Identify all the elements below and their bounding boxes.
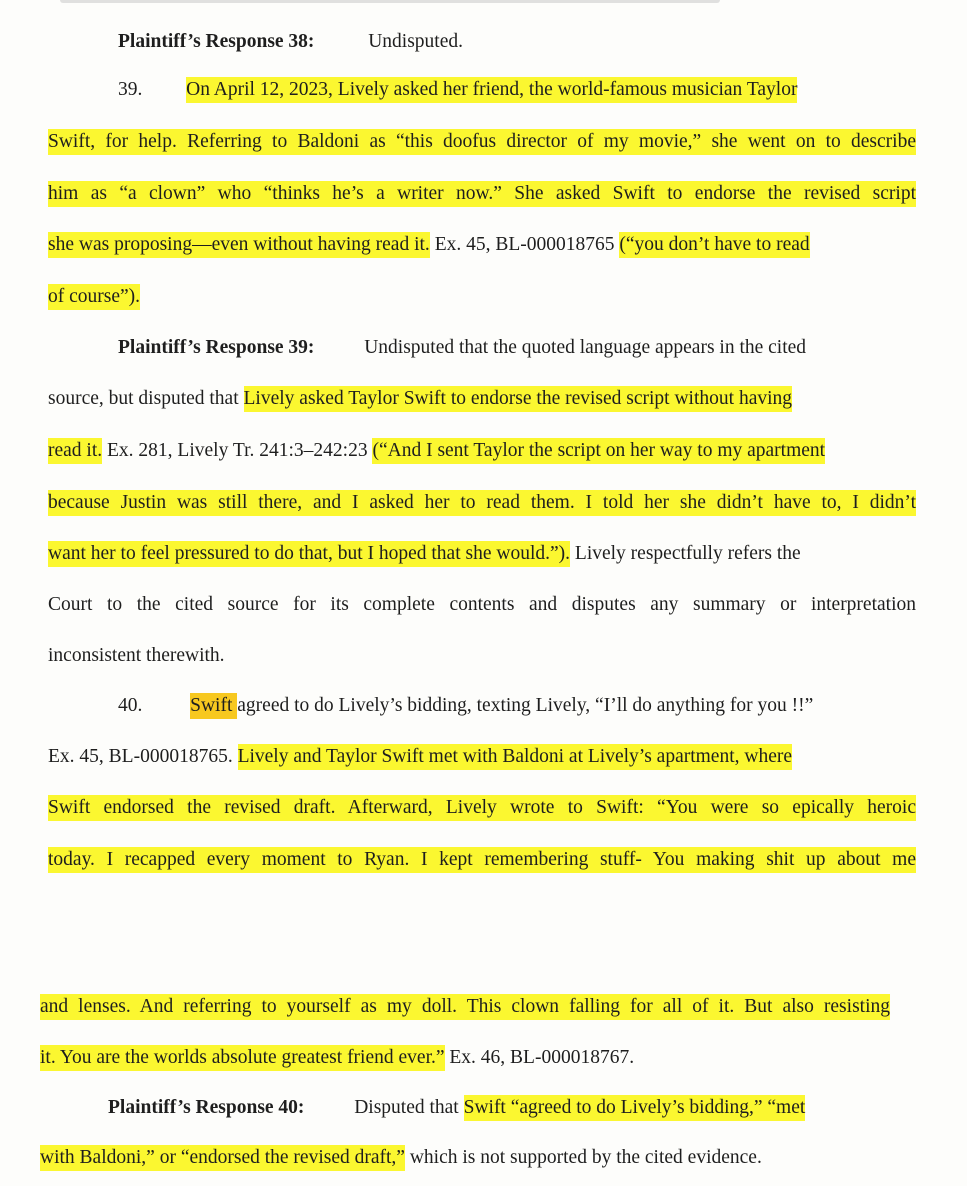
response-39-l2b: Lively asked Taylor Swift to endorse the revised script without having: [244, 386, 793, 412]
para-40-line-1: [118, 693, 916, 719]
response-39-l3c: (“And I sent Taylor the script on her way to my apartment: [372, 438, 825, 464]
para-40-l5: and lenses. And referring to yourself as my doll. This clown falling for all of it. But also resisting: [40, 994, 890, 1020]
para-40-l6a: it. You are the worlds absolute greatest friend ever.”: [40, 1045, 445, 1071]
para-39-l3: him as “a clown” who “thinks he’s a writer now.” She asked Swift to endorse the revised script: [48, 181, 916, 207]
para-40-line-3: [48, 795, 916, 821]
para-39-number: 39.: [118, 79, 143, 100]
para-40-line-2: [48, 744, 916, 770]
response-40-l1b: Swift “agreed to do Lively’s bidding,” “met: [464, 1095, 806, 1121]
response-39-line-6: [48, 592, 916, 618]
cropped-previous-line: [60, 0, 720, 3]
para-39-line-1: [118, 77, 916, 103]
para-40-l4: today. I recapped every moment to Ryan. I kept remembering stuff- You making shit up about me: [48, 847, 916, 873]
para-39-line-4: [48, 232, 916, 258]
response-40-l1a: Disputed that: [354, 1097, 464, 1118]
para-40-line-5: [40, 994, 890, 1020]
response-39-line-4: [48, 490, 916, 516]
response-39-l3a: read it.: [48, 438, 102, 464]
para-39-l4b: Ex. 45, BL-000018765: [429, 234, 620, 255]
para-39-line-2: [48, 129, 916, 155]
para-40-l2b: Lively and Taylor Swift met with Baldoni at Lively’s apartment, where: [238, 744, 792, 770]
response-38: [118, 29, 918, 55]
response-39-l3b: Ex. 281, Lively Tr. 241:3–242:23: [102, 440, 373, 461]
response-39-line-3: [48, 438, 916, 464]
para-40-l6b: Ex. 46, BL-000018767.: [444, 1047, 635, 1068]
response-38-label: Plaintiff’s Response 38:: [118, 31, 315, 52]
response-39-l6: Court to the cited source for its complete contents and disputes any summary or interpretation: [48, 594, 916, 615]
response-39-line-5: [48, 541, 916, 567]
para-40-l1a: Swift: [190, 693, 237, 719]
para-39-line-3: [48, 181, 916, 207]
response-40-l2b: which is not supported by the cited evidence.: [404, 1147, 762, 1168]
response-39-line-7: [48, 643, 916, 669]
para-39-l4a: she was proposing—even without having read it.: [48, 232, 430, 258]
para-40-line-6: [40, 1045, 890, 1071]
response-39-l7: inconsistent therewith.: [48, 645, 225, 666]
response-40-l2a: with Baldoni,” or “endorsed the revised draft,”: [40, 1145, 405, 1171]
response-39-l5a: want her to feel pressured to do that, but I hoped that she would.”).: [48, 541, 570, 567]
para-39-line-5: [48, 284, 916, 310]
response-40-line-2: [40, 1145, 890, 1171]
para-39-l4c: (“you don’t have to read: [619, 232, 809, 258]
para-40-number: 40.: [118, 695, 143, 716]
para-39-l2: Swift, for help. Referring to Baldoni as “this doofus director of my movie,” she went on to describe: [48, 129, 916, 155]
response-39-line-2: [48, 386, 916, 412]
response-40-label: Plaintiff’s Response 40:: [108, 1097, 305, 1118]
para-40-l3: Swift endorsed the revised draft. Afterward, Lively wrote to Swift: “You were so epically heroic: [48, 795, 916, 821]
response-39-l4: because Justin was still there, and I asked her to read them. I told her she didn’t have to, I didn’t: [48, 490, 916, 516]
response-39-l5b: Lively respectfully refers the: [570, 543, 801, 564]
para-40-line-4: [48, 847, 916, 873]
response-39-label: Plaintiff’s Response 39:: [118, 337, 315, 358]
para-40-l2a: Ex. 45, BL-000018765.: [48, 746, 238, 767]
response-39-l1: Undisputed that the quoted language appears in the cited: [364, 337, 807, 358]
response-38-text: Undisputed.: [368, 31, 463, 52]
response-39-line-1: [118, 335, 916, 361]
para-39-l5: of course”).: [48, 284, 140, 310]
response-40-line-1: [108, 1095, 890, 1121]
para-40-l1b: agreed to do Lively’s bidding, texting Lively, “I’ll do anything for you !!”: [237, 695, 814, 716]
response-39-l2a: source, but disputed that: [48, 388, 244, 409]
para-39-l1: On April 12, 2023, Lively asked her friend, the world-famous musician Taylor: [186, 77, 797, 103]
